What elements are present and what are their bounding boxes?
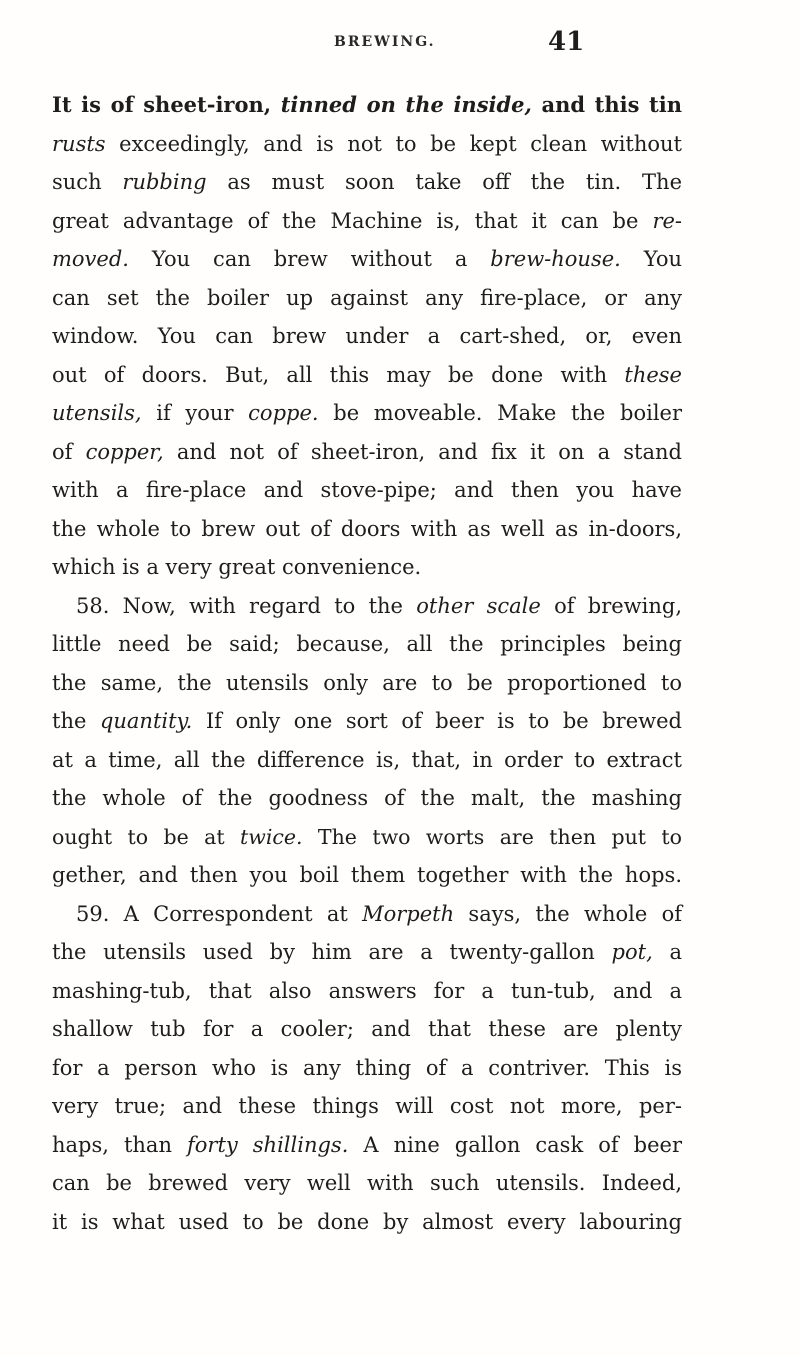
- text-line: can be brewed very well with such utensils. Indeed,: [52, 1171, 682, 1195]
- text-line: out of doors. But, all this may be done with these: [52, 362, 682, 387]
- text-line: can set the boiler up against any fire-place, or any: [52, 285, 682, 310]
- text-line: great advantage of the Machine is, that it can be re-: [52, 208, 682, 233]
- text-line: the whole of the goodness of the malt, the mashing: [52, 786, 682, 810]
- text-line: shallow tub for a cooler; and that these are plenty: [52, 1017, 682, 1041]
- text-line: window. You can brew under a cart-shed, or, even: [52, 324, 682, 348]
- text-line: mashing-tub, that also answers for a tun-tub, and a: [52, 978, 682, 1003]
- text-line: gether, and then you boil them together with the hops.: [52, 863, 682, 887]
- paragraph-59-start: 59. A Correspondent at Morpeth says, the whole of: [76, 901, 682, 926]
- text-line: It is of sheet-iron, tinned on the inside, and this tin: [52, 92, 682, 117]
- text-line: utensils, if your coppe. be moveable. Make the boiler: [52, 401, 682, 425]
- text-line: moved. You can brew without a brew-house. You: [52, 247, 682, 271]
- text-line: the whole to brew out of doors with as well as in-doors,: [52, 516, 682, 541]
- text-line: such rubbing as must soon take off the tin. The: [52, 170, 682, 194]
- text-line: for a person who is any thing of a contriver. This is: [52, 1055, 682, 1080]
- text-line: very true; and these things will cost not more, per-: [52, 1094, 682, 1118]
- text-line: it is what used to be done by almost every labouring: [52, 1209, 682, 1234]
- text-line: ought to be at twice. The two worts are then put to: [52, 824, 682, 849]
- running-head: [0, 24, 800, 74]
- text-line: the utensils used by him are a twenty-gallon pot, a: [52, 940, 682, 964]
- body-text: [52, 86, 682, 1241]
- text-line: at a time, all the difference is, that, in order to extract: [52, 747, 682, 772]
- text-line: the quantity. If only one sort of beer is to be brewed: [52, 709, 682, 733]
- text-line: little need be said; because, all the principles being: [52, 632, 682, 656]
- text-line: rusts exceedingly, and is not to be kept clean without: [52, 131, 682, 156]
- text-line: haps, than forty shillings. A nine gallon cask of beer: [52, 1132, 682, 1157]
- page-number: 41: [548, 27, 585, 57]
- paragraph-58-start: 58. Now, with regard to the other scale of brewing,: [76, 593, 682, 618]
- text-line: which is a very great convenience.: [52, 555, 422, 579]
- text-line: with a fire-place and stove-pipe; and then you have: [52, 478, 682, 502]
- text-line: the same, the utensils only are to be proportioned to: [52, 670, 682, 695]
- text-line: of copper, and not of sheet-iron, and fix it on a stand: [52, 439, 682, 464]
- running-title: BREWING.: [334, 34, 436, 50]
